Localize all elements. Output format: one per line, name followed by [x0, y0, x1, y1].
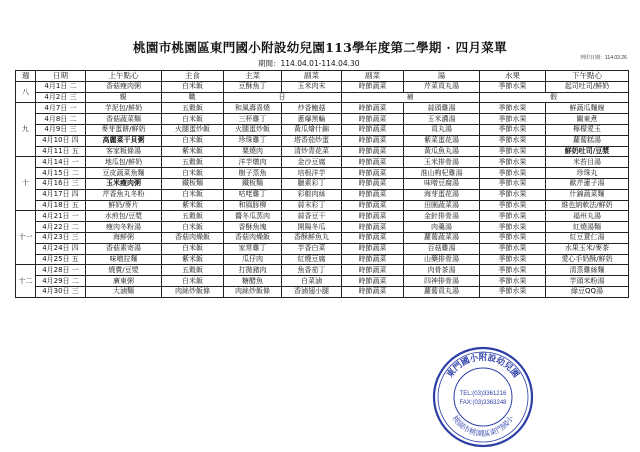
soup-cell: 蘿蔔蔬菜湯	[404, 232, 480, 243]
soup-cell: 田園蔬菜湯	[404, 200, 480, 211]
am-snack-cell: 廣東粥	[86, 276, 162, 287]
date-cell	[36, 81, 86, 92]
stamp-top-text: 東門國小附設幼兒園	[445, 353, 521, 380]
table-row	[16, 146, 629, 157]
staple-cell: 白米飯	[162, 168, 224, 179]
weekday-text: 三	[71, 233, 79, 242]
soup-cell: 紫菜蛋花湯	[404, 135, 480, 146]
col-header-week: 週	[16, 71, 36, 82]
pm-snack-cell: 維也納軟法/鮮奶	[546, 200, 629, 211]
fruit-cell: 季節水果	[480, 222, 546, 233]
weekday-text: 一	[71, 265, 79, 274]
date-text: 4月28日	[42, 265, 70, 274]
fruit-cell: 季節水果	[480, 276, 546, 287]
main-dish-cell: 珍珠雞丁	[224, 135, 282, 146]
weekday-text: 四	[71, 244, 79, 253]
week-number: 十二	[16, 265, 36, 297]
pm-snack-cell: 鮮奶吐司/豆漿	[546, 146, 629, 157]
am-snack-cell: 大滷麵	[86, 286, 162, 297]
col-header-date: 日期	[36, 71, 86, 82]
pm-snack-cell: 什錦蔬菜麵	[546, 189, 629, 200]
date-cell	[36, 92, 86, 103]
main-dish-cell: 和風壽喜燒	[224, 103, 282, 114]
soup-cell: 肉骨茶湯	[404, 265, 480, 276]
staple-cell: 紫米飯	[162, 254, 224, 265]
soup-cell: 肉羹湯	[404, 222, 480, 233]
fruit-cell: 季節水果	[480, 243, 546, 254]
table-row	[16, 92, 629, 103]
am-snack-cell: 玉米瘦肉粥	[86, 178, 162, 189]
fruit-cell: 季節水果	[480, 157, 546, 168]
main-dish-cell: 洋芋燉肉	[224, 157, 282, 168]
date-cell	[36, 157, 86, 168]
main-dish-cell: 樹子蒸魚	[224, 168, 282, 179]
main-dish-cell: 糖醋魚	[224, 276, 282, 287]
fruit-cell: 季節水果	[480, 135, 546, 146]
weekday-text: 二	[69, 114, 77, 123]
staple-cell: 五穀飯	[162, 103, 224, 114]
col-header-staple: 主食	[162, 71, 224, 82]
side-dish-2-cell: 時節蔬菜	[342, 103, 404, 114]
weekday-text: 三	[71, 179, 79, 188]
staple-cell: 白米飯	[162, 189, 224, 200]
pm-snack-cell: 福州丸湯	[546, 211, 629, 222]
main-dish-cell: 瓜仔肉	[224, 254, 282, 265]
holiday-cell: 職	[162, 92, 224, 103]
fruit-cell: 季節水果	[480, 178, 546, 189]
main-dish-cell: 鐵板麵	[224, 178, 282, 189]
side-dish-1-cell: 塔香茄炒蛋	[282, 135, 342, 146]
side-dish-1-cell: 黃瓜燴什錦	[282, 124, 342, 135]
table-row	[16, 168, 629, 179]
col-header-pm-snack: 下午點心	[546, 71, 629, 82]
table-row	[16, 276, 629, 287]
date-cell	[36, 232, 86, 243]
side-dish-1-cell: 彩椒肉絲	[282, 189, 342, 200]
table-row	[16, 135, 629, 146]
soup-cell: 黃瓜魚丸湯	[404, 146, 480, 157]
weekday-text: 五	[71, 146, 79, 155]
date-cell	[36, 146, 86, 157]
main-dish-cell: 豆酥魚丁	[224, 81, 282, 92]
col-header-side2: 副菜	[342, 71, 404, 82]
side-dish-2-cell: 時節蔬菜	[342, 243, 404, 254]
staple-cell: 白米飯	[162, 114, 224, 125]
side-dish-2-cell: 時節蔬菜	[342, 189, 404, 200]
date-cell	[36, 178, 86, 189]
pm-snack-cell: 歐芹蓮子湯	[546, 178, 629, 189]
main-dish-cell: 咕咾雞丁	[224, 189, 282, 200]
date-cell	[36, 286, 86, 297]
weekday-text: 一	[71, 211, 79, 220]
soup-cell: 山藥排骨湯	[404, 254, 480, 265]
side-dish-1-cell: 金沙豆腐	[282, 157, 342, 168]
staple-cell: 紫米飯	[162, 200, 224, 211]
menu-table	[15, 70, 629, 298]
staple-cell: 香菇肉燥飯	[162, 232, 224, 243]
weekday-text: 三	[71, 287, 79, 296]
table-row	[16, 265, 629, 276]
soup-cell: 蒜頭雞湯	[404, 103, 480, 114]
pm-snack-cell: 蘿蔔糕湯	[546, 135, 629, 146]
school-seal-stamp	[432, 346, 534, 448]
staple-cell: 紫米飯	[162, 146, 224, 157]
am-snack-cell: 鮮奶/麥片	[86, 200, 162, 211]
weekday-text: 三	[69, 125, 77, 134]
am-snack-cell: 水煎包/豆漿	[86, 211, 162, 222]
am-snack-cell: 瘦肉冬粉湯	[86, 222, 162, 233]
print-date: 列印日期：114.03.26	[580, 55, 627, 61]
date-text: 4月18日	[42, 200, 70, 209]
date-cell	[36, 103, 86, 114]
date-cell	[36, 189, 86, 200]
week-number: 十一	[16, 211, 36, 265]
main-dish-cell: 肉絲炒飯條	[224, 286, 282, 297]
date-cell	[36, 254, 86, 265]
col-header-soup: 湯	[404, 71, 480, 82]
side-dish-1-cell: 香滷翅小腿	[282, 286, 342, 297]
side-dish-2-cell: 時節蔬菜	[342, 168, 404, 179]
date-text: 4月29日	[42, 276, 70, 285]
side-dish-1-cell: 芋香白菜	[282, 243, 342, 254]
pm-snack-cell: 愛心手奶酥/鮮奶	[546, 254, 629, 265]
staple-cell: 五穀飯	[162, 265, 224, 276]
date-cell	[36, 276, 86, 287]
am-snack-cell: 海鮮粥	[86, 232, 162, 243]
date-text: 4月10日	[42, 136, 70, 145]
main-dish-cell: 香菇肉燥飯	[224, 232, 282, 243]
date-text: 4月9日	[44, 125, 68, 134]
am-snack-cell: 豆皮蔬菜魚麵	[86, 168, 162, 179]
am-snack-cell: 味噌拉麵	[86, 254, 162, 265]
weekday-text: 二	[71, 276, 79, 285]
holiday-cell: 親	[86, 92, 162, 103]
weekday-text: 三	[69, 92, 77, 101]
side-dish-1-cell: 清炒青花菜	[282, 146, 342, 157]
fruit-cell: 季節水果	[480, 146, 546, 157]
side-dish-2-cell: 時節蔬菜	[342, 211, 404, 222]
date-text: 4月15日	[42, 168, 70, 177]
date-cell	[36, 124, 86, 135]
side-dish-1-cell: 臘素彩丁	[282, 178, 342, 189]
fruit-cell: 季節水果	[480, 254, 546, 265]
date-cell	[36, 211, 86, 222]
date-text: 4月16日	[42, 179, 70, 188]
table-row	[16, 254, 629, 265]
side-dish-2-cell: 時節蔬菜	[342, 135, 404, 146]
week-number: 八	[16, 81, 36, 103]
fruit-cell: 季節水果	[480, 189, 546, 200]
date-text: 4月14日	[42, 157, 70, 166]
am-snack-cell: 地瓜包/鮮奶	[86, 157, 162, 168]
date-text: 4月21日	[42, 211, 70, 220]
fruit-cell: 季節水果	[480, 200, 546, 211]
side-dish-1-cell: 蔥爆黑輪	[282, 114, 342, 125]
date-cell	[36, 135, 86, 146]
weekday-text: 五	[71, 200, 79, 209]
weekday-text: 四	[71, 190, 79, 199]
side-dish-1-cell: 開陽冬瓜	[282, 222, 342, 233]
side-dish-1-cell: 香酥鮮魚丸	[282, 232, 342, 243]
soup-cell: 玉米濃湯	[404, 114, 480, 125]
table-row	[16, 124, 629, 135]
pm-snack-cell: 起司吐司/鮮奶	[546, 81, 629, 92]
date-cell	[36, 114, 86, 125]
soup-cell: 金針排骨湯	[404, 211, 480, 222]
staple-cell: 五穀飯	[162, 157, 224, 168]
weekday-text: 四	[71, 136, 79, 145]
side-dish-2-cell: 時節蔬菜	[342, 124, 404, 135]
side-dish-2-cell: 時節蔬菜	[342, 146, 404, 157]
table-row	[16, 157, 629, 168]
date-text: 4月25日	[42, 254, 70, 263]
date-text: 4月24日	[42, 244, 70, 253]
main-dish-cell: 三杯雞丁	[224, 114, 282, 125]
page-title: 桃園市桃園區東門國小附設幼兒園113學年度第二學期 · 四月菜單	[133, 40, 507, 55]
date-text: 4月22日	[42, 222, 70, 231]
fruit-cell: 季節水果	[480, 168, 546, 179]
menu-body	[16, 81, 629, 297]
side-dish-2-cell: 時節蔬菜	[342, 157, 404, 168]
date-cell	[36, 168, 86, 179]
date-text: 4月17日	[42, 190, 70, 199]
staple-cell: 火腿蛋炒飯	[162, 124, 224, 135]
main-dish-cell: 打拋豬肉	[224, 265, 282, 276]
side-dish-2-cell: 時節蔬菜	[342, 81, 404, 92]
side-dish-1-cell: 蒜香豆干	[282, 211, 342, 222]
staple-cell: 白米飯	[162, 276, 224, 287]
staple-cell: 鐵板麵	[162, 178, 224, 189]
staple-cell: 白米飯	[162, 243, 224, 254]
side-dish-2-cell: 時節蔬菜	[342, 265, 404, 276]
main-dish-cell: 火腿蛋炒飯	[224, 124, 282, 135]
side-dish-1-cell: 蒜末彩丁	[282, 200, 342, 211]
fruit-cell: 季節水果	[480, 232, 546, 243]
side-dish-1-cell: 魚香茄丁	[282, 265, 342, 276]
main-dish-cell: 家常雞丁	[224, 243, 282, 254]
date-text: 4月7日	[44, 103, 68, 112]
weekday-text: 一	[69, 103, 77, 112]
table-row	[16, 114, 629, 125]
staple-cell: 白米飯	[162, 222, 224, 233]
side-dish-1-cell: 培根洋芋	[282, 168, 342, 179]
soup-cell: 淮山枸杞雞湯	[404, 168, 480, 179]
soup-cell: 芹菜貢丸湯	[404, 81, 480, 92]
stamp-bottom-text: 桃園市桃園區東門國小	[450, 413, 516, 439]
weekday-text: 二	[69, 82, 77, 91]
pm-snack-cell: 珍珠丸	[546, 168, 629, 179]
soup-cell: 海芽蛋花湯	[404, 189, 480, 200]
fruit-cell: 季節水果	[480, 286, 546, 297]
pm-snack-cell: 綠豆QQ湯	[546, 286, 629, 297]
side-dish-1-cell: 炒香鮑菇	[282, 103, 342, 114]
staple-cell: 白米飯	[162, 135, 224, 146]
pm-snack-cell: 水果玉米/麥茶	[546, 243, 629, 254]
menu-period: 期間：114.04.01-114.04.30	[258, 59, 360, 68]
side-dish-2-cell: 時節蔬菜	[342, 200, 404, 211]
pm-snack-cell: 米苔目湯	[546, 157, 629, 168]
table-row	[16, 200, 629, 211]
table-row	[16, 189, 629, 200]
am-snack-cell: 芋泥包/鮮奶	[86, 103, 162, 114]
stamp-tel: TEL:(03)3361216	[459, 391, 507, 397]
side-dish-2-cell: 時節蔬菜	[342, 114, 404, 125]
holiday-cell: 假	[480, 92, 629, 103]
fruit-cell: 季節水果	[480, 103, 546, 114]
date-cell	[36, 243, 86, 254]
side-dish-2-cell: 時節蔬菜	[342, 222, 404, 233]
pm-snack-cell: 芋頭米粉湯	[546, 276, 629, 287]
holiday-cell: 日	[224, 92, 342, 103]
weekday-text: 二	[71, 222, 79, 231]
side-dish-2-cell: 時節蔬菜	[342, 232, 404, 243]
side-dish-2-cell: 時節蔬菜	[342, 286, 404, 297]
soup-cell: 味噌豆腐湯	[404, 178, 480, 189]
soup-cell: 玉米排骨湯	[404, 157, 480, 168]
main-dish-cell: 粟燒肉	[224, 146, 282, 157]
fruit-cell: 季節水果	[480, 265, 546, 276]
am-snack-cell: 麥芽蛋餅/鮮奶	[86, 124, 162, 135]
table-row	[16, 103, 629, 114]
week-number: 十	[16, 157, 36, 211]
weekday-text: 二	[71, 168, 79, 177]
col-header-fruit: 水果	[480, 71, 546, 82]
fruit-cell: 季節水果	[480, 114, 546, 125]
date-text: 4月30日	[42, 287, 70, 296]
table-row	[16, 243, 629, 254]
date-cell	[36, 200, 86, 211]
staple-cell: 白米飯	[162, 81, 224, 92]
main-dish-cell: 醬冬瓜蒸肉	[224, 211, 282, 222]
am-snack-cell: 芹香魚丸冬粉	[86, 189, 162, 200]
col-header-main: 主菜	[224, 71, 282, 82]
am-snack-cell: 高麗菜干貝粥	[86, 135, 162, 146]
side-dish-1-cell: 玉米肉末	[282, 81, 342, 92]
fruit-cell: 季節水果	[480, 81, 546, 92]
soup-cell: 百菇雞湯	[404, 243, 480, 254]
am-snack-cell: 香菇蔬菜麵	[86, 114, 162, 125]
side-dish-1-cell: 紅燒豆腐	[282, 254, 342, 265]
am-snack-cell: 客家粄條湯	[86, 146, 162, 157]
weekday-text: 一	[71, 157, 79, 166]
soup-cell: 四神排骨湯	[404, 276, 480, 287]
pm-snack-cell: 關東煮	[546, 114, 629, 125]
side-dish-1-cell: 白菜滷	[282, 276, 342, 287]
week-number: 九	[16, 103, 36, 157]
pm-snack-cell: 紅豆薏仁湯	[546, 232, 629, 243]
date-text: 4月1日	[44, 82, 68, 91]
main-dish-cell: 和風豚柳	[224, 200, 282, 211]
staple-cell: 五穀飯	[162, 211, 224, 222]
table-row	[16, 286, 629, 297]
soup-cell: 蘿蔔貢丸湯	[404, 286, 480, 297]
main-dish-cell: 香酥魚塊	[224, 222, 282, 233]
table-row	[16, 81, 629, 92]
holiday-cell: 補	[342, 92, 480, 103]
date-cell	[36, 265, 86, 276]
stamp-fax: FAX:(03)3363248	[459, 400, 507, 406]
date-text: 4月2日	[44, 92, 68, 101]
pm-snack-cell: 紅燒湯麵	[546, 222, 629, 233]
staple-cell: 肉絲炒飯條	[162, 286, 224, 297]
col-header-am-snack: 上午點心	[86, 71, 162, 82]
col-header-side1: 副菜	[282, 71, 342, 82]
side-dish-2-cell: 時節蔬菜	[342, 254, 404, 265]
fruit-cell: 季節水果	[480, 211, 546, 222]
weekday-text: 五	[71, 254, 79, 263]
side-dish-2-cell: 時節蔬菜	[342, 178, 404, 189]
date-text: 4月11日	[42, 146, 70, 155]
table-row	[16, 232, 629, 243]
pm-snack-cell: 鮮蔬瓜麵線	[546, 103, 629, 114]
table-row	[16, 178, 629, 189]
pm-snack-cell: 清蒸雞絲麵	[546, 265, 629, 276]
pm-snack-cell: 檸檬愛玉	[546, 124, 629, 135]
soup-cell: 貢丸湯	[404, 124, 480, 135]
table-row	[16, 211, 629, 222]
side-dish-2-cell: 時節蔬菜	[342, 276, 404, 287]
fruit-cell: 季節水果	[480, 124, 546, 135]
date-cell	[36, 222, 86, 233]
table-row	[16, 222, 629, 233]
date-text: 4月23日	[42, 233, 70, 242]
table-header-row	[16, 71, 629, 82]
am-snack-cell: 燒賣/豆漿	[86, 265, 162, 276]
am-snack-cell: 香菇素寄湯	[86, 243, 162, 254]
date-text: 4月8日	[44, 114, 68, 123]
am-snack-cell: 香菇瘦肉粥	[86, 81, 162, 92]
